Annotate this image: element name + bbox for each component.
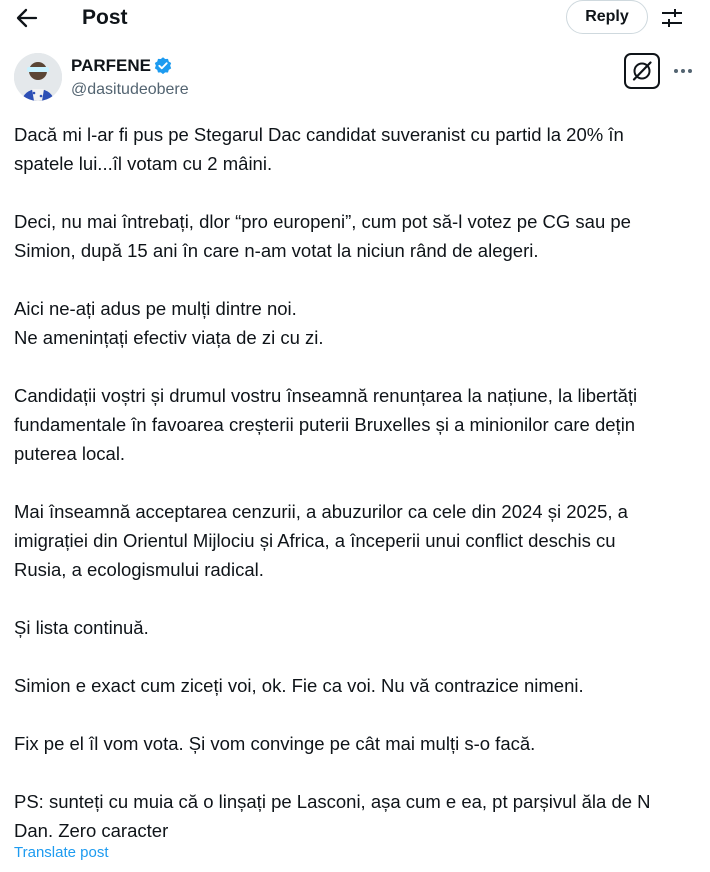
arrow-left-icon: [16, 8, 38, 28]
grok-button[interactable]: [624, 53, 660, 89]
more-dots-icon: [673, 68, 693, 74]
post-paragraph: PS: sunteți cu muia că o linșați pe Lasconi, așa cum e ea, pt parșivul ăla de N Dan. Zero caracter: [14, 791, 651, 841]
post-paragraph: Dacă mi l-ar fi pus pe Stegarul Dac candidat suveranist cu partid la 20% în spatele lui...îl votam cu 2 mâini.: [14, 124, 624, 174]
author-name[interactable]: PARFENE: [71, 56, 151, 75]
post-paragraph: Candidații voștri și drumul vostru înseamnă renunțarea la națiune, la libertăți fundamentale în favoarea creșterii puterii Bruxelles și a minionilor care dețin puterea local.: [14, 385, 638, 464]
avatar-image: [14, 53, 62, 101]
post-paragraph: Și lista continuă.: [14, 617, 149, 638]
verified-badge-icon: [153, 56, 173, 76]
post-author: [0, 50, 710, 106]
reply-settings-button[interactable]: [658, 4, 686, 32]
more-options-button[interactable]: [670, 60, 696, 82]
top-bar: [0, 0, 710, 38]
sliders-icon: [661, 8, 683, 28]
post-paragraph: Aici ne-ați adus pe mulți dintre noi. Ne amenințați efectiv viața de zi cu zi.: [14, 298, 324, 348]
post-text: [14, 120, 700, 845]
post-paragraph: Fix pe el îl vom vota. Și vom convinge pe cât mai mulți s-o facă.: [14, 733, 536, 754]
avatar[interactable]: [14, 53, 62, 101]
reply-button[interactable]: Reply: [566, 0, 648, 34]
post-paragraph: Simion e exact cum ziceți voi, ok. Fie ca voi. Nu vă contrazice nimeni.: [14, 675, 584, 696]
page-title: Post: [82, 6, 128, 29]
post-paragraph: Deci, nu mai întrebați, dlor “pro europeni”, cum pot să-l votez pe CG sau pe Simion, după 15 ani în care n-am votat la niciun rând de alegeri.: [14, 211, 631, 261]
grok-icon: [631, 60, 653, 82]
post-paragraph: Mai înseamnă acceptarea cenzurii, a abuzurilor ca cele din 2024 și 2025, a imigrației din Orientul Mijlociu și Africa, a începerii unui conflict deschis cu Rusia, a ecologismului radical.: [14, 501, 628, 580]
author-handle[interactable]: @dasitudeobere: [71, 81, 189, 98]
translate-post-link[interactable]: Translate post: [14, 844, 109, 861]
back-button[interactable]: [12, 4, 42, 32]
